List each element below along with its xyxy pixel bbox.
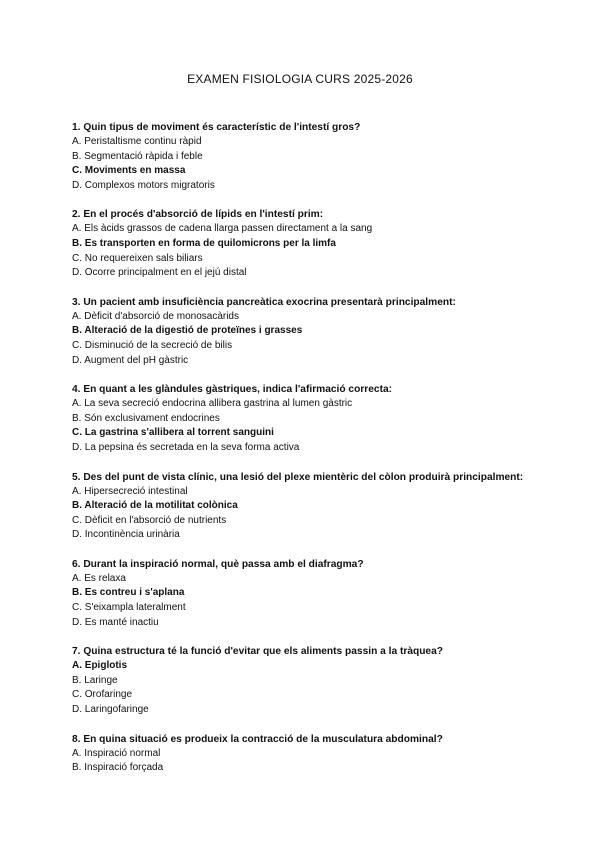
answer-option-correct: B. Es contreu i s'aplana <box>72 587 185 599</box>
answer-option: C. S'eixampla lateralment <box>72 602 186 614</box>
question-text: 3. Un pacient amb insuficiència pancreàtica exocrina presentarà principalment: <box>72 296 456 308</box>
answer-option: C. Dèficit en l'absorció de nutrients <box>72 514 227 526</box>
answer-option-correct: B. Alteració de la motilitat colònica <box>72 500 238 512</box>
question-7 <box>72 644 532 717</box>
answer-option: D. Es manté inactiu <box>72 616 159 628</box>
answer-option: D. La pepsina és secretada en la seva forma activa <box>72 441 300 453</box>
answer-option: D. Complexos motors migratoris <box>72 179 215 191</box>
answer-option: D. Augment del pH gàstric <box>72 354 189 366</box>
answer-option: A. Es relaxa <box>72 572 126 584</box>
answer-option: A. Dèficit d'absorció de monosacàrids <box>72 310 239 322</box>
answer-option-correct: C. La gastrina s'allibera al torrent sanguini <box>72 427 274 439</box>
question-text: 7. Quina estructura té la funció d'evitar que els aliments passin a la tràquea? <box>72 646 443 658</box>
answer-option: D. Laringofaringe <box>72 704 149 716</box>
question-8 <box>72 732 532 776</box>
question-list <box>72 120 532 790</box>
answer-option: D. Ocorre principalment en el jejú distal <box>72 267 247 279</box>
answer-option-correct: B. Alteració de la digestió de proteïnes i grasses <box>72 325 303 337</box>
question-text: 4. En quant a les glàndules gàstriques, indica l'afirmació correcta: <box>72 384 393 396</box>
answer-option: A. Inspiració normal <box>72 747 161 759</box>
question-1 <box>72 120 532 193</box>
question-6 <box>72 557 532 630</box>
answer-option-correct: C. Moviments en massa <box>72 165 186 177</box>
question-4 <box>72 382 532 455</box>
answer-option: B. Laringe <box>72 674 118 686</box>
answer-option: A. Peristaltisme continu ràpid <box>72 136 202 147</box>
answer-option: D. Incontinència urinària <box>72 529 180 541</box>
answer-option-correct: B. Es transporten en forma de quilomicrons per la limfa <box>72 237 336 249</box>
question-text: 1. Quin tipus de moviment és característic de l'intestí gros? <box>72 122 361 133</box>
answer-option-correct: A. Epiglotis <box>72 660 127 672</box>
question-5 <box>72 470 532 543</box>
answer-option: B. Segmentació ràpida i feble <box>72 150 203 162</box>
question-text: 8. En quina situació es produeix la contracció de la musculatura abdominal? <box>72 733 443 745</box>
answer-option: C. Orofaringe <box>72 689 133 701</box>
answer-option: B. Inspiració forçada <box>72 762 164 774</box>
answer-option: C. No requereixen sals biliars <box>72 252 203 264</box>
question-text: 2. En el procés d'absorció de lípids en l'intestí prim: <box>72 209 324 221</box>
answer-option: C. Disminució de la secreció de bilis <box>72 339 233 351</box>
exam-title: EXAMEN FISIOLOGIA CURS 2025-2026 <box>187 72 413 86</box>
answer-option: B. Són exclusivament endocrines <box>72 412 220 424</box>
question-2 <box>72 207 532 280</box>
question-3 <box>72 295 532 368</box>
answer-option: A. Hipersecreció intestinal <box>72 485 188 497</box>
question-text: 6. Durant la inspiració normal, què passa amb el diafragma? <box>72 558 364 570</box>
answer-option: A. La seva secreció endocrina allibera gastrina al lumen gàstric <box>72 398 353 410</box>
question-text: 5. Des del punt de vista clínic, una lesió del plexe mientèric del còlon produirà principalment: <box>72 471 524 483</box>
answer-option: A. Els àcids grassos de cadena llarga passen directament a la sang <box>72 223 373 235</box>
